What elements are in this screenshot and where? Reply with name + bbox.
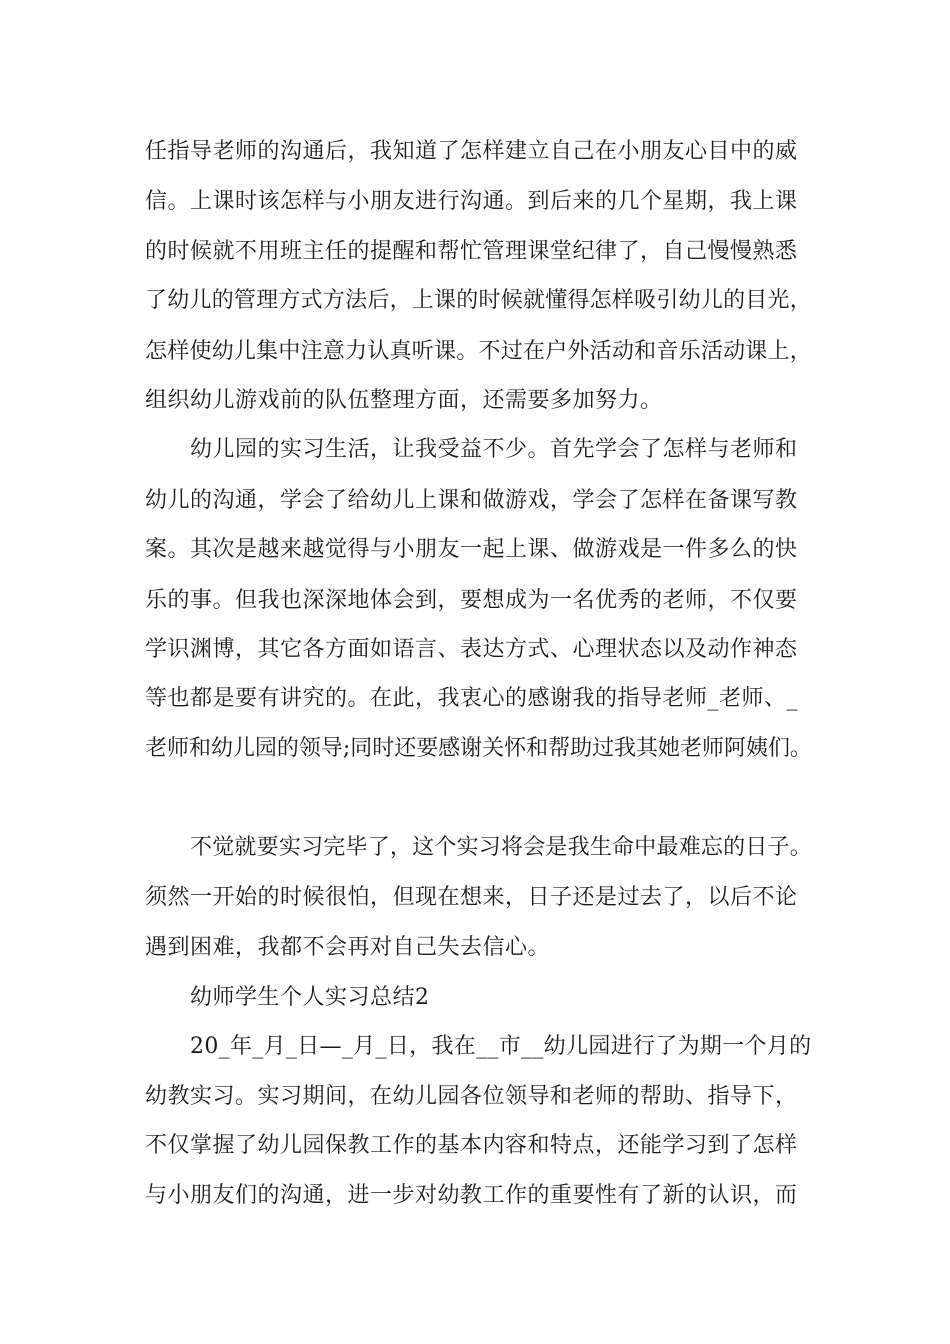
text-line: 任指导老师的沟通后，我知道了怎样建立自己在小朋友心目中的威 bbox=[145, 139, 798, 164]
text-line: 组织幼儿游戏前的队伍整理方面，还需要多加努力。 bbox=[145, 388, 663, 413]
text-line: 学识渊博，其它各方面如语言、表达方式、心理状态以及动作神态 bbox=[145, 637, 798, 662]
text-line: 等也都是要有讲究的。在此，我衷心的感谢我的指导老师_老师、_ bbox=[145, 686, 799, 711]
text-line: 的时候就不用班主任的提醒和帮忙管理课堂纪律了，自己慢慢熟悉 bbox=[145, 239, 798, 264]
text-line: 遇到困难，我都不会再对自己失去信心。 bbox=[145, 935, 551, 960]
text-line: 老师和幼儿园的领导;同时还要感谢关怀和帮助过我其她老师阿姨们。 bbox=[145, 736, 812, 761]
paragraph-first-line: 幼儿园的实习生活，让我受益不少。首先学会了怎样与老师和 bbox=[190, 437, 798, 462]
text-line: 乐的事。但我也深深地体会到，要想成为一名优秀的老师，不仅要 bbox=[145, 588, 798, 613]
text-line: 幼教实习。实习期间，在幼儿园各位领导和老师的帮助、指导下， bbox=[145, 1084, 798, 1109]
text-line: 与小朋友们的沟通，进一步对幼教工作的重要性有了新的认识，而 bbox=[145, 1183, 798, 1208]
text-line: 怎样使幼儿集中注意力认真听课。不过在户外活动和音乐活动课上， bbox=[145, 339, 813, 364]
text-line: 信。上课时该怎样与小朋友进行沟通。到后来的几个星期，我上课 bbox=[145, 189, 798, 214]
paragraph-first-line: 不觉就要实习完毕了，这个实习将会是我生命中最难忘的日子。 bbox=[190, 835, 813, 860]
text-line: 须然一开始的时候很怕，但现在想来，日子还是过去了，以后不论 bbox=[145, 885, 798, 910]
text-line: 了幼儿的管理方式方法后，上课的时候就懂得怎样吸引幼儿的目光， bbox=[145, 288, 813, 313]
section-heading: 幼师学生个人实习总结2 bbox=[190, 985, 430, 1010]
text-line: 不仅掌握了幼儿园保教工作的基本内容和特点，还能学习到了怎样 bbox=[145, 1133, 798, 1158]
text-line: 幼儿的沟通，学会了给幼儿上课和做游戏，学会了怎样在备课写教 bbox=[145, 488, 798, 513]
paragraph-first-line: 20_年_月_日—_月_日，我在__市__幼儿园进行了为期一个月的 bbox=[190, 1034, 812, 1059]
text-line: 案。其次是越来越觉得与小朋友一起上课、做游戏是一件多么的快 bbox=[145, 537, 798, 562]
